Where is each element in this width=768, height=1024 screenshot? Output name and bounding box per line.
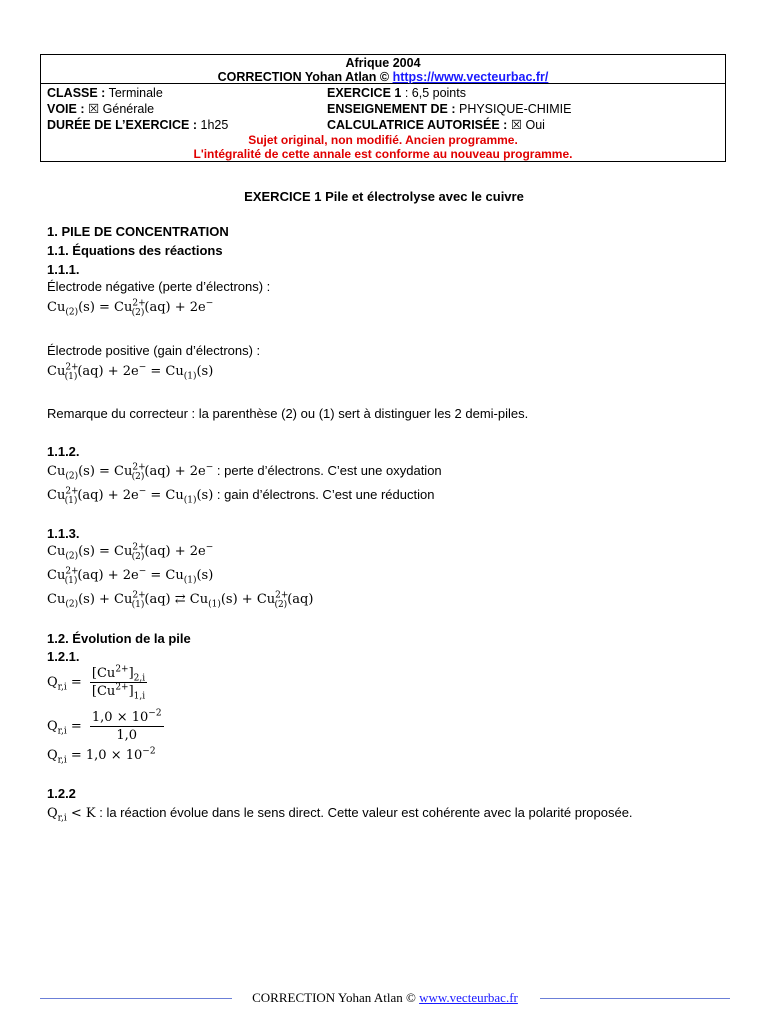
equation-reduction: $Cu^{2+}_{(1)}(aq) + 2e^- = Cu_{(1)}(s)$ bbox=[47, 362, 214, 382]
equation-oxidation: $Cu_{(2)}(s) = Cu^{2+}_{(2)}(aq) + 2e^-$ bbox=[47, 298, 214, 318]
header-note-1: Sujet original, non modifié. Ancien programme. bbox=[248, 133, 518, 147]
section-1-2-2-heading: 1.2.2 bbox=[47, 786, 76, 801]
section-1-1-3-heading: 1.1.3. bbox=[47, 526, 80, 541]
duree-row: DURÉE DE L’EXERCICE : 1h25 bbox=[47, 118, 229, 132]
enseignement-row: ENSEIGNEMENT DE : PHYSIQUE-CHIMIE bbox=[327, 102, 572, 116]
header-note-2: L'intégralité de cette annale est conforme au nouveau programme. bbox=[193, 147, 573, 161]
footer-url-link[interactable]: www.vecteurbac.fr bbox=[419, 990, 518, 1005]
reduction-line: $Cu^{2+}_{(1)}(aq) + 2e^- = Cu_{(1)}(s)$ : gain d’électrons. C’est une réduction bbox=[47, 486, 435, 506]
page-footer bbox=[40, 988, 730, 1008]
section-1-heading: 1. PILE DE CONCENTRATION bbox=[47, 224, 229, 239]
header-box bbox=[40, 54, 726, 162]
negative-electrode-label: Électrode négative (perte d’électrons) : bbox=[47, 279, 271, 294]
section-1-1-1-heading: 1.1.1. bbox=[47, 262, 80, 277]
oxidation-line: $Cu_{(2)}(s) = Cu^{2+}_{(2)}(aq) + 2e^-$ : perte d’électrons. C’est une oxydation bbox=[47, 462, 442, 482]
section-1-2-heading: 1.2. Évolution de la pile bbox=[47, 631, 191, 646]
header-correction: CORRECTION Yohan Atlan © https://www.vecteurbac.fr/ bbox=[217, 70, 549, 84]
equation-half-1: $Cu_{(2)}(s) = Cu^{2+}_{(2)}(aq) + 2e^-$ bbox=[47, 542, 214, 562]
header-url-link[interactable]: https://www.vecteurbac.fr/ bbox=[392, 70, 549, 84]
exercice-row: EXERCICE 1 : 6,5 points bbox=[327, 86, 466, 100]
section-1-1-2-heading: 1.1.2. bbox=[47, 444, 80, 459]
conclusion-line: $Q_{r,i} < K$ : la réaction évolue dans le sens direct. Cette valeur est cohérente avec la polarité proposée. bbox=[47, 805, 633, 824]
voie-row: VOIE : ☒ Générale bbox=[47, 102, 155, 116]
exercise-title: EXERCICE 1 Pile et électrolyse avec le cuivre bbox=[244, 189, 524, 204]
equation-half-2: $Cu^{2+}_{(1)}(aq) + 2e^- = Cu_{(1)}(s)$ bbox=[47, 566, 214, 586]
classe-row: CLASSE : Terminale bbox=[47, 86, 163, 100]
q-result: $Q_{r,i} = 1,0 \times 10^{-2}$ bbox=[47, 746, 156, 766]
header-title-block bbox=[41, 55, 725, 84]
q-numeric: $Q_{r,i}$ = $\frac{1,0 \times 10^{-2}}{1,0}$ bbox=[47, 708, 162, 743]
calculatrice-row: CALCULATRICE AUTORISÉE : ☒ Oui bbox=[327, 118, 545, 132]
positive-electrode-label: Électrode positive (gain d’électrons) : bbox=[47, 343, 261, 358]
header-title: Afrique 2004 bbox=[345, 56, 421, 70]
section-1-2-1-heading: 1.2.1. bbox=[47, 649, 80, 664]
equation-global: $Cu_{(2)}(s) + Cu^{2+}_{(1)}(aq)$ ⇄ $Cu_{(1)}(s) + Cu^{2+}_{(2)}(aq)$ bbox=[47, 590, 314, 610]
footer-text: CORRECTION Yohan Atlan © www.vecteurbac.fr bbox=[252, 990, 518, 1005]
section-1-1-heading: 1.1. Équations des réactions bbox=[47, 243, 223, 258]
q-formula: $Q_{r,i}$ = $\frac{[Cu^{2+}]_{2,i}}{[Cu^{2+}]_{1,i}}$ bbox=[47, 664, 146, 702]
remark-text: Remarque du correcteur : la parenthèse (2) ou (1) sert à distinguer les 2 demi-piles. bbox=[47, 406, 529, 421]
